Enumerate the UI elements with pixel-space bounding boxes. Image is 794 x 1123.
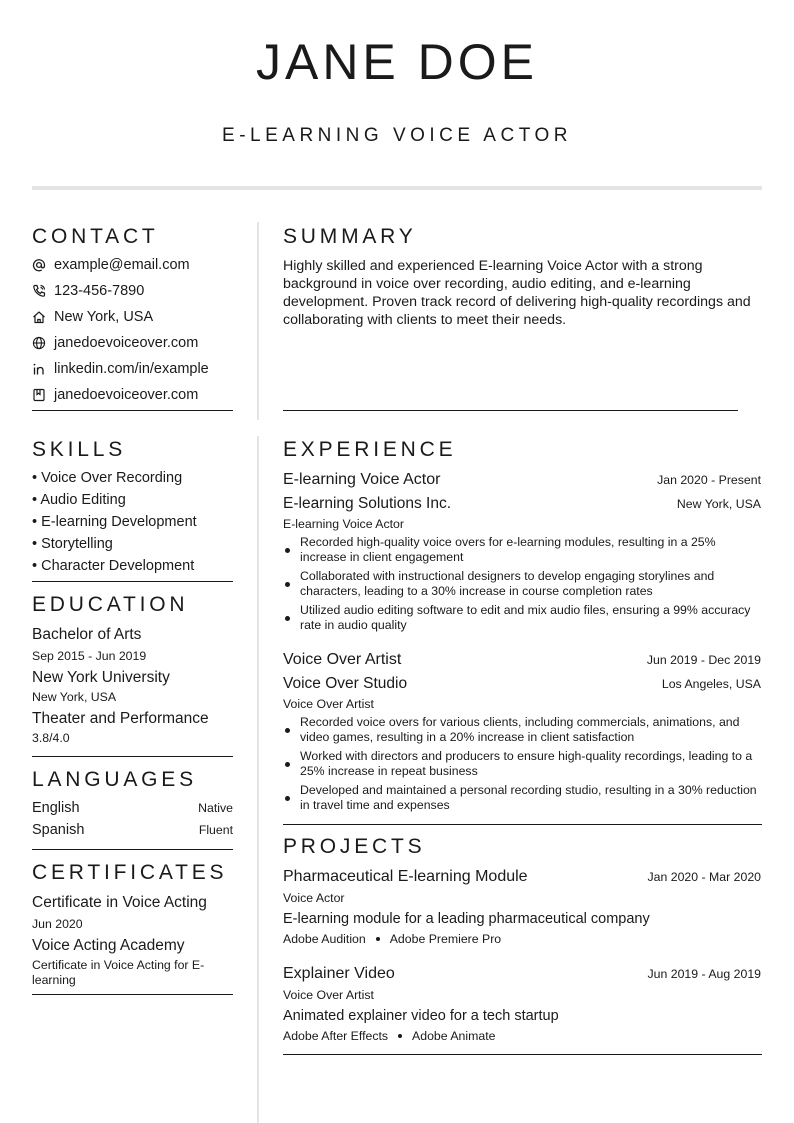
job-location: Los Angeles, USA — [661, 677, 761, 691]
skills-heading: SKILLS — [32, 438, 127, 461]
candidate-title: E-LEARNING VOICE ACTOR — [222, 125, 572, 146]
contact-heading: CONTACT — [32, 225, 159, 248]
project-tools — [283, 931, 501, 947]
job-role: E-learning Voice Actor — [283, 517, 404, 531]
language-level: Native — [198, 801, 233, 815]
job-bullet: Utilized audio editing software to edit and mix audio files, ensuring a 99% accuracy rate in audio quality — [283, 603, 761, 633]
languages-heading: LANGUAGES — [32, 768, 197, 791]
summary-heading: SUMMARY — [283, 225, 417, 248]
experience-heading: EXPERIENCE — [283, 438, 457, 461]
portfolio-icon — [32, 388, 46, 402]
globe-icon — [32, 336, 46, 350]
job-dates: Jan 2020 - Present — [657, 473, 761, 487]
languages-divider — [32, 849, 233, 850]
job-title: Voice Over Artist — [283, 651, 402, 668]
language-name: English — [32, 800, 80, 816]
contact-email-text: example@email.com — [54, 257, 190, 273]
language-row — [32, 798, 233, 818]
at-icon — [32, 258, 46, 272]
certificate-date: Jun 2020 — [32, 917, 83, 931]
contact-portfolio[interactable] — [32, 385, 198, 405]
job-bullet: Collaborated with instructional designers to develop engaging storylines and characters, leading to a 30% increase in course completion rates — [283, 569, 761, 599]
separator-dot — [376, 937, 380, 941]
contact-linkedin[interactable] — [32, 359, 209, 379]
project-dates: Jan 2020 - Mar 2020 — [647, 870, 761, 884]
contact-location — [32, 307, 153, 327]
language-level: Fluent — [198, 823, 233, 837]
job-bullet: Worked with directors and producers to ensure high-quality recordings, leading to a 25% increase in repeat business — [283, 749, 761, 779]
language-name: Spanish — [32, 822, 85, 838]
project-tool: Adobe Audition — [283, 932, 366, 946]
contact-website-text: janedoevoiceover.com — [54, 335, 199, 351]
project-title: Explainer Video — [283, 965, 395, 982]
skill-item: • Character Development — [32, 558, 195, 574]
job-title: E-learning Voice Actor — [283, 471, 441, 488]
project-dates: Jun 2019 - Aug 2019 — [647, 967, 761, 981]
contact-phone[interactable] — [32, 281, 144, 301]
column-divider-bottom — [257, 436, 259, 1123]
education-field: Theater and Performance — [32, 710, 209, 727]
education-school: New York University — [32, 669, 170, 686]
contact-email[interactable] — [32, 255, 190, 275]
header-divider — [32, 186, 762, 190]
project-description: E-learning module for a leading pharmaceutical company — [283, 911, 650, 927]
candidate-name: JANE DOE — [255, 34, 539, 90]
home-icon — [32, 310, 46, 324]
contact-portfolio-text: janedoevoiceover.com — [54, 387, 199, 403]
skills-divider — [32, 581, 233, 582]
education-gpa: 3.8/4.0 — [32, 731, 70, 745]
certificate-description: Certificate in Voice Acting for E-learning — [32, 958, 205, 987]
project-role: Voice Actor — [283, 891, 345, 905]
experience-divider — [283, 824, 762, 825]
projects-heading: PROJECTS — [283, 835, 426, 858]
linkedin-icon — [32, 362, 46, 376]
contact-linkedin-text: linkedin.com/in/example — [54, 361, 209, 377]
skill-item: • Storytelling — [32, 536, 113, 552]
project-tools — [283, 1028, 495, 1044]
project-description: Animated explainer video for a tech startup — [283, 1008, 559, 1024]
contact-phone-text: 123-456-7890 — [54, 283, 145, 299]
job-bullet: Recorded voice overs for various clients, including commercials, animations, and video games, resulting in a 20% increase in client satisfaction — [283, 715, 761, 745]
job-role: Voice Over Artist — [283, 697, 374, 711]
summary-text: Highly skilled and experienced E-learning Voice Actor with a strong background in voice over recording, audio editing, and e-learning development. Proven track record of delivering high-quality recordings and collaborating with clients to meet their needs. — [283, 258, 751, 328]
project-tool: Adobe After Effects — [283, 1029, 389, 1043]
project-tool: Adobe Premiere Pro — [389, 932, 502, 946]
education-divider — [32, 756, 233, 757]
job-bullet: Recorded high-quality voice overs for e-learning modules, resulting in a 25% increase in client engagement — [283, 535, 761, 565]
summary-divider — [283, 410, 738, 411]
job-company: E-learning Solutions Inc. — [283, 495, 452, 512]
skill-item: • Voice Over Recording — [32, 470, 183, 486]
education-degree: Bachelor of Arts — [32, 626, 142, 643]
certificate-name: Certificate in Voice Acting — [32, 894, 207, 911]
project-tool: Adobe Animate — [412, 1029, 496, 1043]
certificate-issuer: Voice Acting Academy — [32, 937, 185, 954]
skill-item: • E-learning Development — [32, 514, 197, 530]
language-row — [32, 820, 233, 840]
contact-website[interactable] — [32, 333, 198, 353]
project-role: Voice Over Artist — [283, 988, 374, 1002]
education-location: New York, USA — [32, 690, 117, 704]
education-heading: EDUCATION — [32, 593, 189, 616]
column-divider-top — [257, 222, 259, 420]
project-title: Pharmaceutical E-learning Module — [283, 868, 528, 885]
job-company: Voice Over Studio — [283, 675, 408, 692]
projects-divider — [283, 1054, 762, 1055]
job-dates: Jun 2019 - Dec 2019 — [646, 653, 761, 667]
job-bullet: Developed and maintained a personal recording studio, resulting in a 30% reduction in travel time and expenses — [283, 783, 761, 813]
certificates-divider — [32, 994, 233, 995]
certificates-heading: CERTIFICATES — [32, 861, 228, 884]
job-location: New York, USA — [676, 497, 761, 511]
skill-item: • Audio Editing — [32, 492, 126, 508]
separator-dot — [398, 1034, 402, 1038]
education-dates: Sep 2015 - Jun 2019 — [32, 649, 147, 663]
contact-location-text: New York, USA — [54, 309, 154, 325]
phone-icon — [32, 284, 46, 298]
contact-divider — [32, 410, 233, 411]
